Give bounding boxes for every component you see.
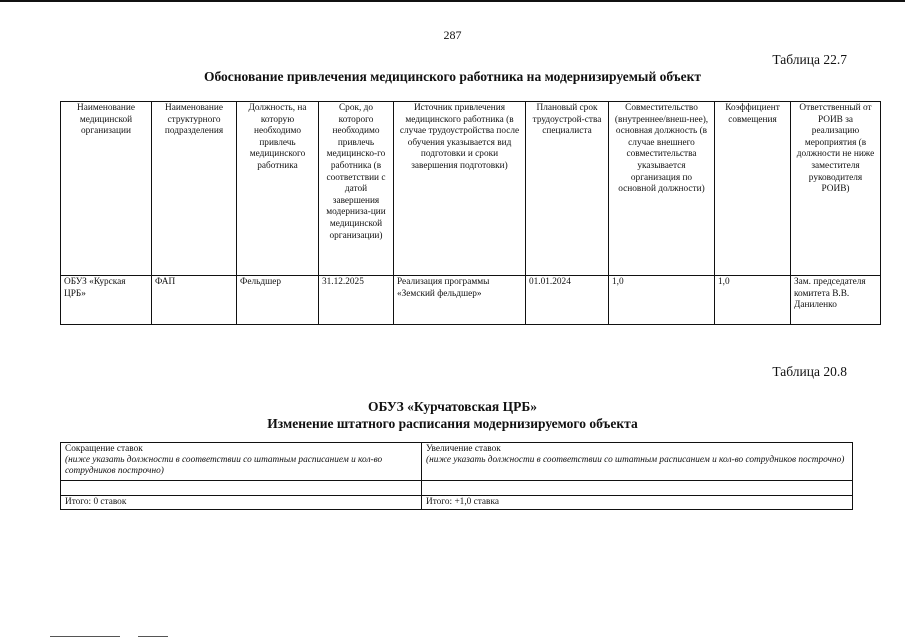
increase-note: (ниже указать должности в соответствии со штатным расписанием и кол-во сотрудников построчно)	[426, 455, 845, 466]
header-coefficient: Коэффициент совмещения	[715, 102, 791, 276]
staffing-total-row	[61, 496, 853, 510]
table-label-20-8: Таблица 20.8	[772, 364, 847, 379]
increase-header-cell	[422, 443, 853, 481]
increase-header: Увеличение ставок	[426, 444, 501, 454]
reduction-header: Сокращение ставок	[65, 444, 143, 454]
reduction-header-cell	[61, 443, 422, 481]
footnote-line	[138, 636, 168, 637]
table2-title-block	[0, 398, 905, 432]
cell-responsible: Зам. председателя комитета В.В. Даниленко	[791, 276, 881, 325]
header-source: Источник привлечения медицинского работника (в случае трудоустройства после обучения указывается вид подготовки и сроки завершения подготовки)	[394, 102, 526, 276]
table-row	[61, 481, 853, 496]
increase-total: Итого: +1,0 ставка	[422, 496, 853, 510]
reduction-total: Итого: 0 ставок	[61, 496, 422, 510]
header-responsible: Ответственный от РОИВ за реализацию мероприятия (в должности не ниже заместителя руководителя РОИВ)	[791, 102, 881, 276]
header-division: Наименование структурного подразделения	[152, 102, 237, 276]
justification-table	[60, 101, 881, 325]
table2-title: Изменение штатного расписания модернизируемого объекта	[267, 416, 638, 431]
footnote-line	[50, 636, 120, 637]
increase-empty-cell	[422, 481, 853, 496]
cell-planned-date: 01.01.2024	[526, 276, 609, 325]
header-org-name: Наименование медицинской организации	[61, 102, 152, 276]
cell-org-name: ОБУЗ «Курская ЦРБ»	[61, 276, 152, 325]
page-number: 287	[443, 28, 462, 42]
staffing-header-row	[61, 443, 853, 481]
header-position: Должность, на которую необходимо привлечь медицинского работника	[237, 102, 319, 276]
cell-division: ФАП	[152, 276, 237, 325]
org-title: ОБУЗ «Курчатовская ЦРБ»	[367, 399, 538, 414]
cell-position: Фельдшер	[237, 276, 319, 325]
table1-header-row	[61, 102, 881, 276]
header-planned-date: Плановый срок трудоустрой-ства специалиста	[526, 102, 609, 276]
header-deadline: Срок, до которого необходимо привлечь медицинско-го работника (в соответствии с датой завершения модерниза-ции медицинской организации)	[319, 102, 394, 276]
cell-combination: 1,0	[609, 276, 715, 325]
cell-source: Реализация программы «Земский фельдшер»	[394, 276, 526, 325]
cell-coefficient: 1,0	[715, 276, 791, 325]
top-rule	[0, 0, 905, 2]
cell-deadline: 31.12.2025	[319, 276, 394, 325]
table1-title: Обоснование привлечения медицинского работника на модернизируемый объект	[203, 69, 702, 84]
reduction-note: (ниже указать должности в соответствии со штатным расписанием и кол-во сотрудников построчно)	[65, 455, 383, 477]
staffing-change-table	[60, 442, 853, 510]
reduction-empty-cell	[61, 481, 422, 496]
header-combination: Совместительство (внутреннее/внеш-нее), основная должность (в случае внешнего совместительства указывается организация по основной должности)	[609, 102, 715, 276]
table-label-22-7: Таблица 22.7	[772, 52, 847, 67]
table-row	[61, 276, 881, 325]
